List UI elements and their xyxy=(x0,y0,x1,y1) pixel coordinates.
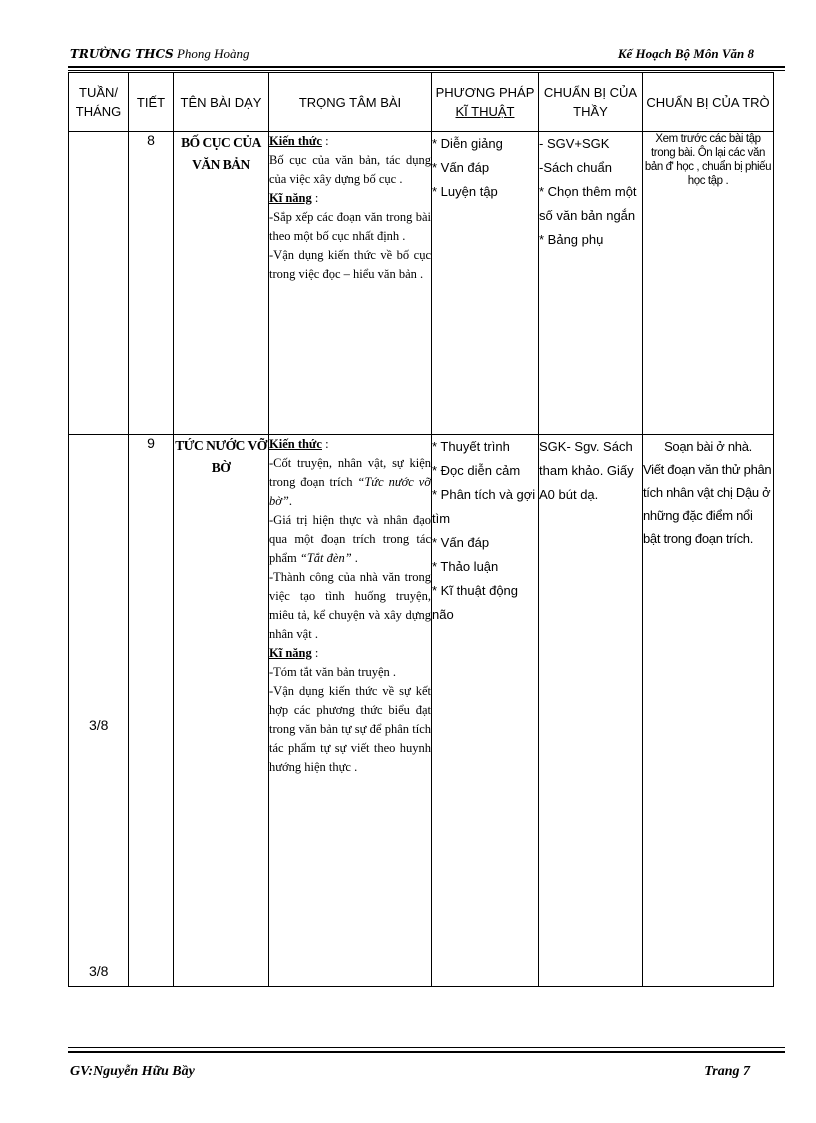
skill-label: Kĩ năng xyxy=(269,646,312,660)
knowledge-label: Kiến thức xyxy=(269,437,322,451)
method-cell: * Thuyết trình * Đọc diễn cảm * Phân tích và gợi tìm * Vấn đáp * Thảo luận * Kĩ thuật động não xyxy=(432,435,539,987)
header-period: TIẾT xyxy=(129,73,174,132)
teacher-name: GV:Nguyễn Hữu Bầy xyxy=(70,1064,195,1079)
student-prep-cell: Xem trước các bài tập trong bài. Ôn lại các văn bản đ' học , chuẩn bị phiếu học tập . xyxy=(643,132,774,435)
focus-cell: Kiến thức : Bố cục của văn bản, tác dụng của việc xây dựng bố cục . Kĩ năng : -Sắp xếp các đoạn văn trong bài theo một bố cục nhất định . -Vận dụng kiến thức về bố cục trong việc đọc – hiểu văn bản . xyxy=(269,132,432,435)
student-prep-cell: Soạn bài ở nhà. Viết đoạn văn thử phân tích nhân vật chị Dậu ở những đặc điểm nổi bật trong đoạn trích. xyxy=(643,435,774,987)
lesson-name-cell: TỨC NƯỚC VỠ BỜ xyxy=(174,435,269,987)
period-cell: 8 xyxy=(129,132,174,435)
school-header xyxy=(70,46,250,62)
knowledge-label: Kiến thức xyxy=(269,134,322,148)
week-label: 3/8 xyxy=(89,717,109,733)
footer-rule-thin xyxy=(68,1047,785,1048)
table-header-row xyxy=(69,73,774,132)
skill-label: Kĩ năng xyxy=(269,191,312,205)
focus-cell: Kiến thức : -Cốt truyện, nhân vật, sự kiện trong đoạn trích “Tức nước vỡ bờ”. -Giá trị hiện thực và nhân đạo qua một đoạn trích trong tác phẩm “Tắt đèn” . -Thành công của nhà văn trong việc tạo tình huống truyện, miêu tả, kể chuyện và xây dựng nhân vật . Kĩ năng : -Tóm tắt văn bản truyện . -Vận dụng kiến thức về sự kết hợp các phương thức biểu đạt trong văn bản tự sự để phân tích tác phẩm tự sự viết theo huynh hướng hiện thực . xyxy=(269,435,432,987)
plan-title: Kế Hoạch Bộ Môn Văn 8 xyxy=(617,46,754,61)
header-rule-thin xyxy=(68,70,785,71)
footer-rule xyxy=(68,1051,785,1053)
week-cell xyxy=(69,435,129,987)
week-cell xyxy=(69,132,129,435)
header-lesson-name: TÊN BÀI DẠY xyxy=(174,73,269,132)
teacher-prep-cell: - SGV+SGK -Sách chuẩn * Chọn thêm một số văn bản ngắn * Bảng phụ xyxy=(539,132,643,435)
table-row xyxy=(69,132,774,435)
header-focus: TRỌNG TÂM BÀI xyxy=(269,73,432,132)
teacher-prep-cell: SGK- Sgv. Sách tham khảo. Giấy A0 bút dạ. xyxy=(539,435,643,987)
header-method: PHƯƠNG PHÁP KĨ THUẬT xyxy=(432,73,539,132)
week-label: 3/8 xyxy=(89,963,109,979)
method-cell: * Diễn giảng * Vấn đáp * Luyện tập xyxy=(432,132,539,435)
header-week: TUẦN/ THÁNG xyxy=(69,73,129,132)
header-student-prep: CHUẨN BỊ CỦA TRÒ xyxy=(643,73,774,132)
lesson-plan-table xyxy=(68,72,774,987)
header-teacher-prep: CHUẨN BỊ CỦA THẦY xyxy=(539,73,643,132)
page-number: Trang 7 xyxy=(704,1064,750,1079)
school-name: TRƯỜNG THCS xyxy=(70,47,174,61)
school-place: Phong Hoàng xyxy=(176,46,250,61)
period-cell: 9 xyxy=(129,435,174,987)
table-row xyxy=(69,435,774,987)
header-rule xyxy=(68,66,785,68)
lesson-name-cell: BỐ CỤC CỦA VĂN BẢN xyxy=(174,132,269,435)
